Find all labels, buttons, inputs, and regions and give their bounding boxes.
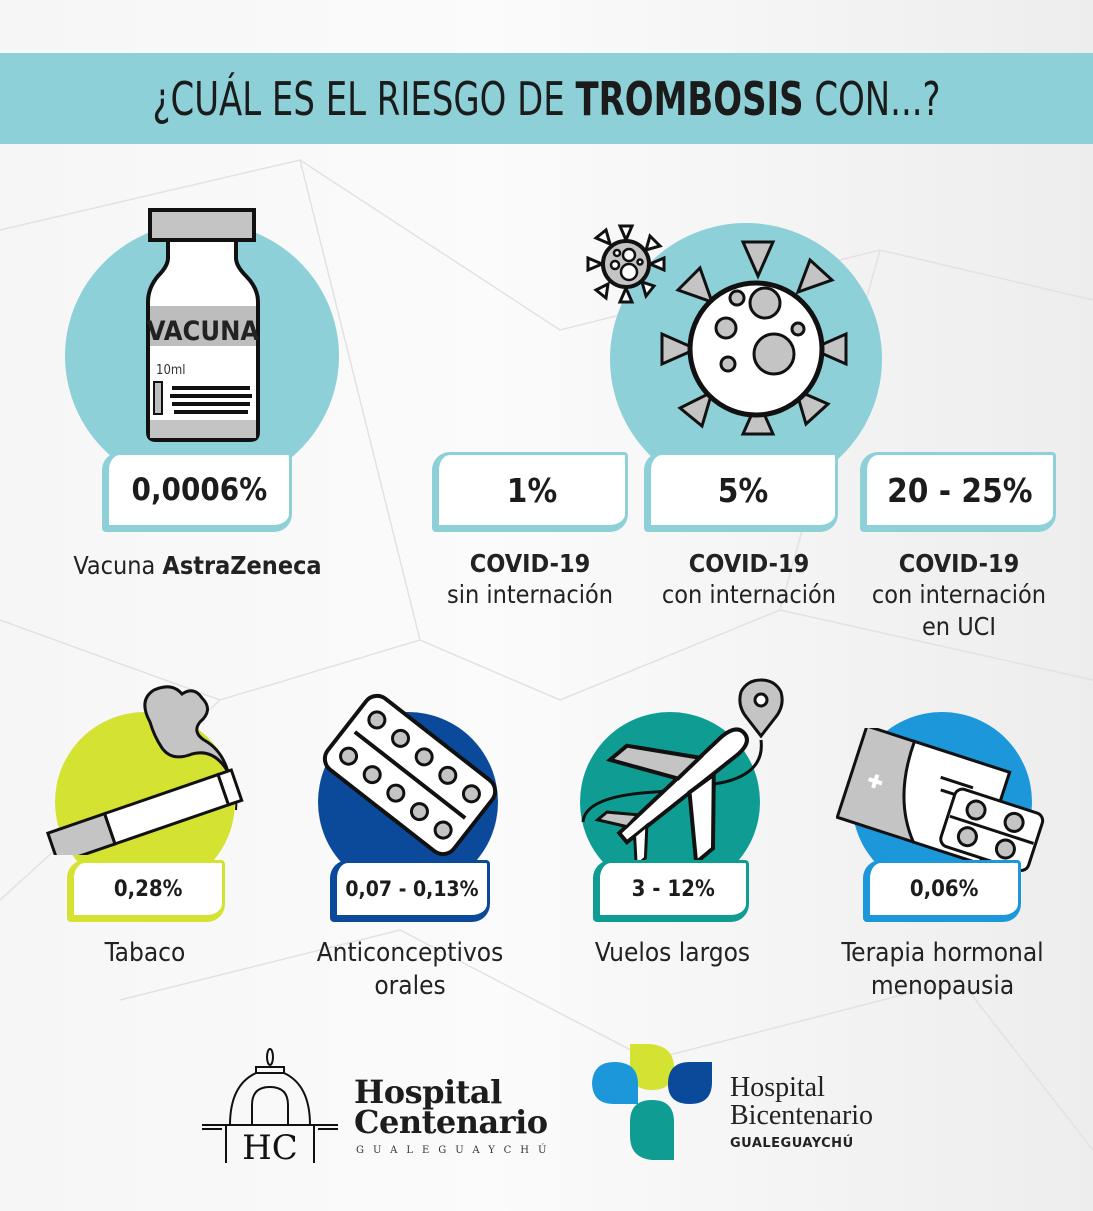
- vacuna-label: [55, 550, 340, 581]
- vuelos-value: 3 - 12%: [631, 876, 715, 902]
- terapia-value-box: [863, 860, 1021, 922]
- covid-con-label-bold: COVID-19: [688, 549, 810, 578]
- covid-uci-label: [858, 548, 1060, 642]
- covid-uci-value-box: [860, 452, 1056, 532]
- virus-icon: [650, 236, 860, 436]
- anticonceptivos-value-box: [330, 860, 490, 922]
- vacuna-label-regular: Vacuna: [73, 551, 163, 580]
- anticonceptivos-label-line2: orales: [374, 970, 446, 1001]
- hospital-centenario-logo: [200, 1045, 560, 1165]
- hb-petals-icon: [592, 1042, 716, 1162]
- hb-name-line1: Hospital: [730, 1072, 825, 1103]
- hc-name-line2: Centenario: [354, 1103, 548, 1141]
- hc-name: [354, 1073, 548, 1141]
- vuelos-label: [565, 937, 780, 970]
- vuelos-label-line1: Vuelos largos: [594, 938, 751, 968]
- covid-con-label-sub: con internación: [661, 580, 837, 610]
- hormone-pills-icon: [836, 728, 1046, 878]
- terapia-label: [820, 937, 1065, 1002]
- title-band: [0, 53, 1093, 144]
- vuelos-value-box: [593, 860, 749, 922]
- covid-sin-label-bold: COVID-19: [469, 549, 591, 578]
- cigarette-icon: [42, 680, 262, 855]
- covid-con-value: 5%: [717, 470, 769, 510]
- hb-name: [730, 1074, 873, 1130]
- vacuna-value-box: [102, 452, 292, 532]
- covid-sin-value-box: [432, 452, 628, 532]
- covid-sin-label: [425, 548, 635, 611]
- covid-uci-label-sub: con internación: [871, 580, 1047, 610]
- covid-uci-label-sub2: en UCI: [921, 611, 997, 641]
- svg-text:10ml: 10ml: [156, 363, 186, 378]
- anticonceptivos-label-line1: Anticonceptivos: [316, 938, 504, 968]
- covid-con-label: [640, 548, 858, 611]
- vaccine-vial-icon: [140, 206, 270, 446]
- pill-blister-icon: [310, 680, 510, 870]
- terapia-label-line1: Terapia hormonal: [841, 938, 1044, 968]
- hospital-bicentenario-logo: [592, 1042, 912, 1167]
- hc-name-line1: Hospital: [354, 1073, 502, 1111]
- airplane-icon: [575, 672, 815, 872]
- tabaco-value-box: [67, 860, 225, 922]
- tabaco-label: [45, 937, 245, 970]
- title-prefix: ¿CUÁL ES EL RIESGO DE: [152, 71, 576, 126]
- page-title: [152, 72, 940, 126]
- covid-con-value-box: [644, 452, 838, 532]
- vacuna-label-bold: AstraZeneca: [162, 551, 322, 580]
- covid-sin-label-sub: sin internación: [446, 580, 613, 610]
- terapia-label-line2: menopausia: [870, 970, 1015, 1001]
- small-virus-icon: [584, 222, 668, 306]
- tabaco-label-line1: Tabaco: [104, 938, 186, 968]
- svg-text:HC: HC: [242, 1128, 298, 1165]
- hc-city: GUALEGUAYCHÚ: [356, 1145, 556, 1156]
- anticonceptivos-value: 0,07 - 0,13%: [345, 877, 479, 901]
- anticonceptivos-label: [295, 937, 525, 1002]
- hb-name-line2: Bicentenario: [730, 1100, 874, 1131]
- hb-city: GUALEGUAYCHÚ: [730, 1136, 854, 1151]
- title-emphasis: TROMBOSIS: [575, 71, 804, 126]
- title-suffix: CON...?: [803, 71, 941, 126]
- tabaco-value: 0,28%: [113, 876, 183, 902]
- covid-sin-value: 1%: [506, 470, 558, 510]
- svg-text:VACUNA: VACUNA: [146, 316, 260, 347]
- covid-uci-label-bold: COVID-19: [898, 549, 1020, 578]
- vacuna-value: 0,0006%: [131, 472, 267, 508]
- covid-uci-value: 20 - 25%: [887, 470, 1033, 510]
- hc-building-icon: [200, 1045, 340, 1165]
- terapia-value: 0,06%: [909, 876, 979, 902]
